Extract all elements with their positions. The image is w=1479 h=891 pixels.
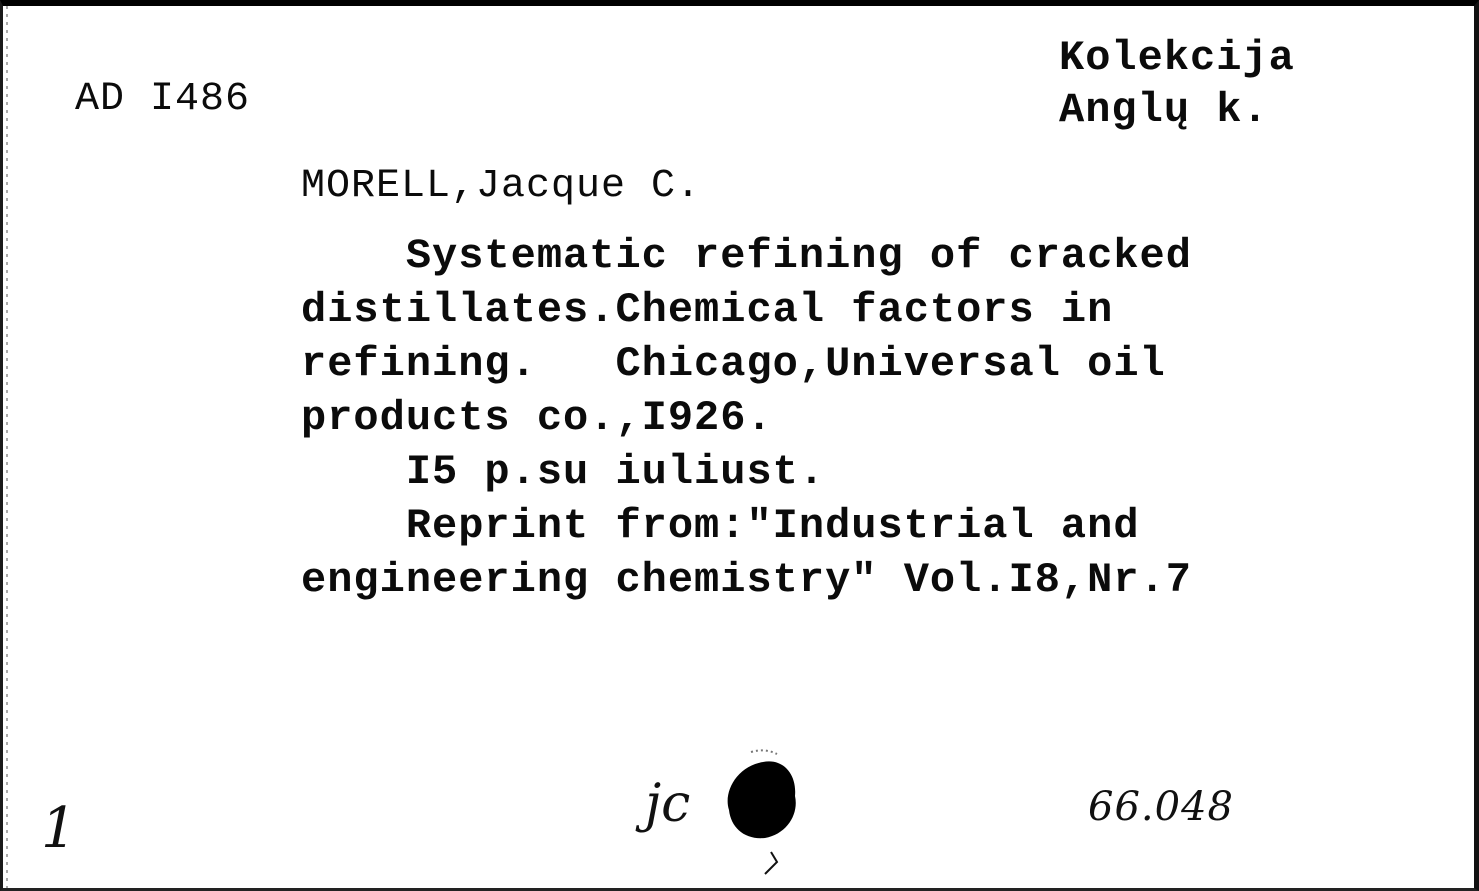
bibliographic-description (301, 229, 1192, 607)
description-line: products co.,I926. (301, 394, 773, 442)
handwritten-accession-number: 66.048 (1088, 784, 1234, 830)
handwritten-initials: jc (645, 774, 691, 834)
description-line: I5 p.su iuliust. (301, 448, 826, 496)
description-line: refining. Chicago,Universal oil (301, 340, 1166, 388)
description-line: Systematic refining of cracked (301, 232, 1192, 280)
collection-line-2: Anglų k. (1059, 86, 1269, 134)
collection-line-1: Kolekcija (1059, 34, 1295, 82)
handwritten-copy-number: 1 (41, 796, 77, 861)
description-line: engineering chemistry" Vol.I8,Nr.7 (301, 556, 1192, 604)
author-heading: MORELL,Jacque C. (301, 164, 702, 209)
description-line: distillates.Chemical factors in (301, 286, 1114, 334)
description-line: Reprint from:"Industrial and (301, 502, 1140, 550)
collection-label (1059, 32, 1295, 136)
call-number: AD I486 (75, 77, 251, 122)
scan-edge-marks (3, 6, 13, 891)
ink-stamp-blot (715, 748, 815, 878)
